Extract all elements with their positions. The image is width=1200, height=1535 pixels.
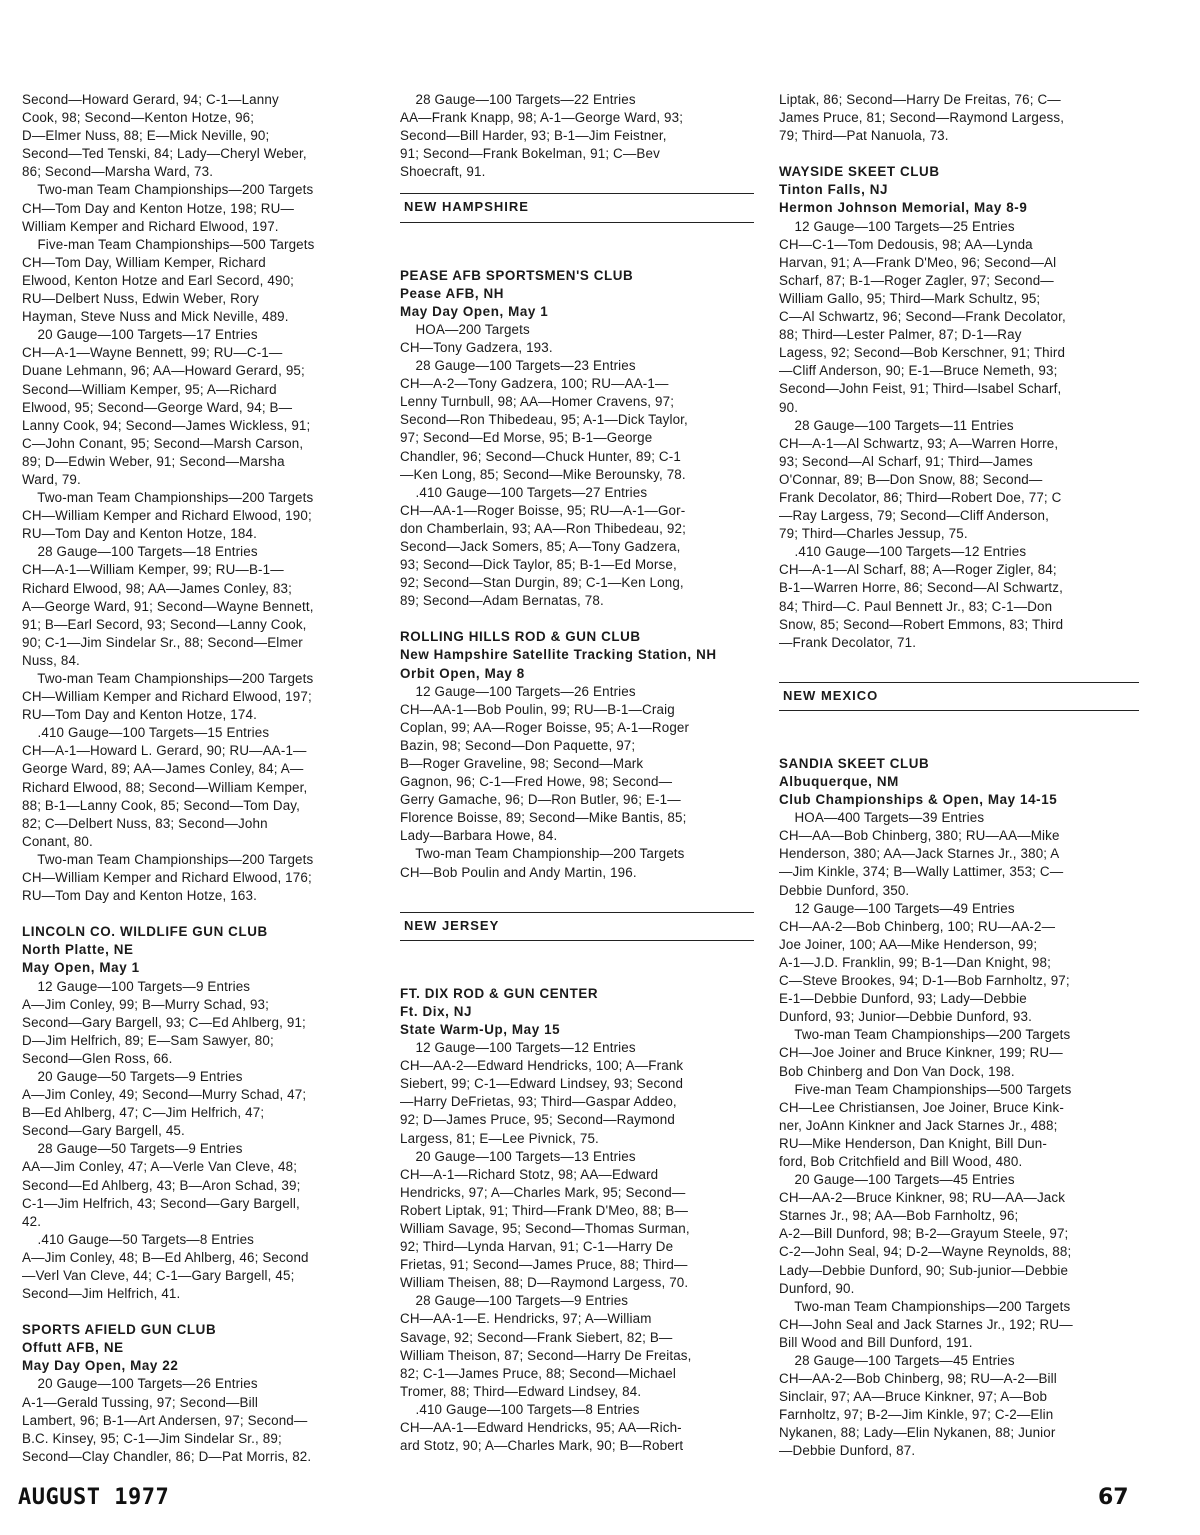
text-line: RU—Tom Day and Kenton Hotze, 184. [22, 526, 257, 542]
text-line: C-2—John Seal, 94; D-2—Wayne Reynolds, 88; [779, 1244, 1072, 1260]
text-line: Savage, 92; Second—Frank Siebert, 82; B— [400, 1329, 673, 1345]
text-line: Harvan, 91; A—Frank D'Meo, 96; Second—Al [779, 254, 1057, 270]
results-paragraph [400, 321, 754, 357]
text-line: NEW JERSEY [404, 917, 500, 933]
text-line: Gerry Gamache, 96; D—Ron Butler, 96; E-1— [400, 792, 681, 808]
text-line: Nykanen, 88; Lady—Elin Nykanen, 88; Junior [779, 1425, 1056, 1441]
text-line: New Hampshire Satellite Tracking Station, NH [400, 647, 717, 663]
text-line: CH—AA-1—Bob Poulin, 99; RU—B-1—Craig [400, 701, 675, 717]
text-line: D—Elmer Nuss, 88; E—Mick Neville, 90; [22, 128, 270, 144]
text-line: 91; Second—Frank Bokelman, 91; C—Bev [400, 146, 660, 162]
text-line: —Ray Largess, 79; Second—Cliff Anderson, [779, 508, 1049, 524]
club-heading [400, 267, 754, 321]
text-line: —Ken Long, 85; Second—Mike Berounsky, 78. [400, 466, 686, 482]
text-line: C—Steve Brookes, 94; D-1—Bob Farnholtz, 97; [779, 973, 1070, 989]
text-line: Joe Joiner, 100; AA—Mike Henderson, 99; [779, 936, 1038, 952]
text-line: Two-man Team Championships—200 Targets [779, 1298, 1071, 1314]
spacer [400, 610, 754, 628]
text-line: 88; B-1—Lanny Cook, 85; Second—Tom Day, [22, 797, 301, 813]
club-heading [779, 163, 1139, 217]
text-line: Farnholtz, 97; B-2—Jim Kinkle, 97; C-2—Elin [779, 1407, 1054, 1423]
text-line: —Cliff Anderson, 90; E-1—Bruce Nemeth, 93; [779, 363, 1058, 379]
text-line: Tinton Falls, NJ [779, 182, 889, 198]
text-line: 12 Gauge—100 Targets—25 Entries [779, 218, 1015, 234]
text-line: CH—AA-2—Bob Chinberg, 98; RU—A-2—Bill [779, 1371, 1057, 1387]
text-line: LINCOLN CO. WILDLIFE GUN CLUB [22, 924, 268, 940]
text-line: A—George Ward, 91; Second—Wayne Bennett, [22, 598, 314, 614]
text-line: FT. DIX ROD & GUN CENTER [400, 985, 599, 1001]
text-line: 28 Gauge—50 Targets—9 Entries [22, 1141, 243, 1157]
results-paragraph [779, 417, 1139, 544]
results-paragraph [779, 900, 1139, 1027]
text-line: Elwood, 95; Second—George Ward, 94; B— [22, 399, 293, 415]
club-heading [22, 1321, 380, 1375]
text-line: A—Jim Conley, 49; Second—Murry Schad, 47; [22, 1087, 307, 1103]
spacer [400, 967, 754, 985]
text-line: Lady—Debbie Dunford, 90; Sub-junior—Debbie [779, 1262, 1069, 1278]
column-middle [400, 91, 754, 1455]
results-paragraph [22, 670, 380, 724]
text-line: CH—AA-2—Bruce Kinkner, 98; RU—AA—Jack [779, 1190, 1066, 1206]
text-line: Second—Glen Ross, 66. [22, 1050, 173, 1066]
text-line: Bob Chinberg and Don Van Dock, 198. [779, 1063, 1015, 1079]
results-paragraph [22, 1375, 380, 1465]
results-paragraph [400, 1401, 754, 1455]
results-paragraph [779, 218, 1139, 417]
text-line: SANDIA SKEET CLUB [779, 755, 930, 771]
text-line: NEW MEXICO [783, 687, 879, 703]
results-paragraph [779, 809, 1139, 899]
text-line: CH—William Kemper and Richard Elwood, 176; [22, 870, 312, 886]
text-line: —Jim Kinkle, 374; B—Wally Lattimer, 353; C— [779, 864, 1064, 880]
text-line: CH—A-1—Al Scharf, 88; A—Roger Zigler, 84; [779, 562, 1057, 578]
results-paragraph [22, 181, 380, 235]
text-line: .410 Gauge—100 Targets—12 Entries [779, 544, 1027, 560]
text-line: Conant, 80. [22, 833, 93, 849]
text-line: CH—William Kemper and Richard Elwood, 197; [22, 689, 312, 705]
text-line: State Warm-Up, May 15 [400, 1021, 561, 1037]
text-line: Orbit Open, May 8 [400, 665, 525, 681]
text-line: HOA—400 Targets—39 Entries [779, 810, 985, 826]
state-heading [779, 682, 1139, 711]
text-line: Second—John Feist, 91; Third—Isabel Scharf, [779, 381, 1062, 397]
text-line: Second—William Kemper, 95; A—Richard [22, 381, 277, 397]
text-line: 91; B—Earl Secord, 93; Second—Lanny Cook, [22, 616, 307, 632]
results-paragraph [22, 236, 380, 326]
text-line: James Pruce, 81; Second—Raymond Largess, [779, 110, 1065, 126]
text-line: 20 Gauge—100 Targets—45 Entries [779, 1172, 1015, 1188]
text-line: Lambert, 96; B-1—Art Andersen, 97; Second— [22, 1412, 308, 1428]
club-heading [400, 628, 754, 682]
text-line: 28 Gauge—100 Targets—23 Entries [400, 358, 636, 374]
text-line: 12 Gauge—100 Targets—49 Entries [779, 900, 1015, 916]
text-line: 82; C-1—James Pruce, 88; Second—Michael [400, 1365, 677, 1381]
text-line: Ft. Dix, NJ [400, 1003, 473, 1019]
text-line: Florence Boisse, 89; Second—Mike Bantis, 85; [400, 810, 687, 826]
column-right [779, 91, 1139, 1461]
text-line: 42. [22, 1213, 42, 1229]
text-line: Second—Ron Thibedeau, 95; A-1—Dick Taylor, [400, 412, 688, 428]
spacer [779, 737, 1139, 755]
results-paragraph [22, 1231, 380, 1303]
text-line: C—John Conant, 95; Second—Marsh Carson, [22, 435, 304, 451]
text-line: .410 Gauge—100 Targets—8 Entries [400, 1401, 640, 1417]
text-line: Richard Elwood, 98; AA—James Conley, 83; [22, 580, 292, 596]
spacer [779, 145, 1139, 163]
text-line: Liptak, 86; Second—Harry De Freitas, 76; C— [779, 92, 1061, 107]
results-paragraph [400, 683, 754, 846]
issue-date: AUGUST 1977 [18, 1485, 170, 1510]
spacer [400, 882, 754, 900]
text-line: O'Connar, 89; B—Don Snow, 88; Second— [779, 471, 1043, 487]
results-paragraph [779, 1081, 1139, 1171]
text-line: don Chamberlain, 93; AA—Ron Thibedeau, 92; [400, 520, 686, 536]
text-line: Five-man Team Championships—500 Targets [22, 236, 315, 252]
text-line: Frietas, 91; Second—James Pruce, 88; Third— [400, 1257, 688, 1273]
text-line: Henderson, 380; AA—Jack Starnes Jr., 380; A [779, 846, 1060, 862]
text-line: 28 Gauge—100 Targets—22 Entries [400, 92, 636, 107]
text-line: CH—Tom Day and Kenton Hotze, 198; RU— [22, 200, 294, 216]
text-line: 20 Gauge—50 Targets—9 Entries [22, 1068, 243, 1084]
results-paragraph [779, 1298, 1139, 1352]
text-line: Lenny Turnbull, 98; AA—Homer Cravens, 97; [400, 394, 675, 410]
text-line: 97; Second—Ed Morse, 95; B-1—George [400, 430, 653, 446]
column-left [22, 91, 380, 1466]
text-line: CH—AA-2—Edward Hendricks, 100; A—Frank [400, 1058, 684, 1074]
text-line: Hendricks, 97; A—Charles Mark, 95; Second— [400, 1184, 686, 1200]
text-line: D—Jim Helfrich, 89; E—Sam Sawyer, 80; [22, 1032, 274, 1048]
text-line: Siebert, 99; C-1—Edward Lindsey, 93; Second [400, 1076, 684, 1092]
results-paragraph [779, 1171, 1139, 1298]
text-line: Lanny Cook, 94; Second—James Wickless, 91; [22, 417, 311, 433]
text-line: Starnes Jr., 98; AA—Bob Farnholtz, 96; [779, 1208, 1019, 1224]
text-line: 89; Second—Adam Bernatas, 78. [400, 593, 604, 609]
text-line: North Platte, NE [22, 942, 134, 958]
text-line: 79; Third—Charles Jessup, 75. [779, 526, 968, 542]
text-line: ROLLING HILLS ROD & GUN CLUB [400, 629, 641, 645]
text-line: .410 Gauge—50 Targets—8 Entries [22, 1231, 255, 1247]
text-line: Hayman, Steve Nuss and Mick Neville, 489. [22, 309, 289, 325]
club-heading [22, 923, 380, 977]
text-line: 20 Gauge—100 Targets—13 Entries [400, 1148, 636, 1164]
text-line: CH—Tony Gadzera, 193. [400, 339, 553, 355]
results-paragraph [22, 724, 380, 851]
text-line: CH—A-1—Richard Stotz, 98; AA—Edward [400, 1166, 659, 1182]
text-line: CH—Bob Poulin and Andy Martin, 196. [400, 864, 637, 880]
text-line: 28 Gauge—100 Targets—18 Entries [22, 544, 258, 560]
results-paragraph [400, 1148, 754, 1293]
text-line: William Theison, 87; Second—Harry De Freitas, [400, 1347, 692, 1363]
text-line: Elwood, Kenton Hotze and Earl Secord, 490; [22, 272, 295, 288]
text-line: B-1—Warren Horre, 86; Second—Al Schwartz, [779, 580, 1063, 596]
text-line: 89; D—Edwin Weber, 91; Second—Marsha [22, 453, 285, 469]
spacer [400, 249, 754, 267]
text-line: Largess, 81; E—Lee Pivnick, 75. [400, 1130, 599, 1146]
text-line: Offutt AFB, NE [22, 1340, 124, 1356]
text-line: CH—A-1—Al Schwartz, 93; A—Warren Horre, [779, 435, 1059, 451]
text-line: CH—AA-1—E. Hendricks, 97; A—William [400, 1311, 652, 1327]
text-line: Second—Gary Bargell, 93; C—Ed Ahlberg, 91; [22, 1014, 306, 1030]
text-line: William Gallo, 95; Third—Mark Schultz, 95; [779, 290, 1041, 306]
text-line: —Frank Decolator, 71. [779, 634, 917, 650]
results-paragraph [22, 489, 380, 543]
text-line: Robert Liptak, 91; Third—Frank D'Meo, 88; B— [400, 1202, 688, 1218]
text-line: CH—William Kemper and Richard Elwood, 190; [22, 508, 312, 524]
text-line: —Verl Van Cleve, 44; C-1—Gary Bargell, 45; [22, 1268, 295, 1283]
text-line: 20 Gauge—100 Targets—17 Entries [22, 327, 258, 343]
text-line: CH—A-1—Howard L. Gerard, 90; RU—AA-1— [22, 743, 307, 759]
text-line: Lagess, 92; Second—Bob Kerschner, 91; Third [779, 345, 1066, 361]
text-line: RU—Tom Day and Kenton Hotze, 174. [22, 707, 257, 723]
text-line: 84; Third—C. Paul Bennett Jr., 83; C-1—Don [779, 598, 1053, 614]
text-line: William Kemper and Richard Elwood, 197. [22, 218, 279, 234]
text-line: Shoecraft, 91. [400, 164, 486, 180]
state-heading [400, 193, 754, 222]
text-line: 92; D—James Pruce, 95; Second—Raymond [400, 1112, 675, 1128]
text-line: HOA—200 Targets [400, 321, 530, 337]
text-line: Two-man Team Championships—200 Targets [22, 851, 314, 867]
results-paragraph [22, 1140, 380, 1230]
text-line: Scharf, 87; B-1—Roger Zagler, 97; Second— [779, 272, 1054, 288]
text-line: 20 Gauge—100 Targets—26 Entries [22, 1376, 258, 1392]
text-line: WAYSIDE SKEET CLUB [779, 164, 940, 180]
text-line: Debbie Dunford, 350. [779, 882, 910, 898]
text-line: Snow, 85; Second—Robert Emmons, 83; Third [779, 616, 1064, 632]
club-heading [779, 755, 1139, 809]
text-line: CH—C-1—Tom Dedousis, 98; AA—Lynda [779, 236, 1033, 252]
text-line: A-2—Bill Dunford, 98; B-2—Grayum Steele, 97; [779, 1226, 1069, 1242]
text-line: 90. [779, 399, 799, 415]
text-line: Two-man Team Championships—200 Targets [22, 490, 314, 506]
text-line: 12 Gauge—100 Targets—26 Entries [400, 683, 636, 699]
text-line: C-1—Jim Helfrich, 43; Second—Gary Bargell, [22, 1195, 300, 1211]
text-line: CH—A-1—Wayne Bennett, 99; RU—C-1— [22, 345, 283, 361]
text-line: ard Stotz, 90; A—Charles Mark, 90; B—Robert [400, 1438, 684, 1454]
text-line: CH—AA-1—Edward Hendricks, 95; AA—Rich- [400, 1420, 682, 1435]
text-line: —Debbie Dunford, 87. [779, 1443, 916, 1459]
text-line: RU—Tom Day and Kenton Hotze, 163. [22, 888, 257, 904]
text-line: Two-man Team Championships—200 Targets [22, 182, 314, 198]
text-line: B.C. Kinsey, 95; C-1—Jim Sindelar Sr., 89; [22, 1430, 282, 1446]
text-line: Second—Jim Helfrich, 41. [22, 1286, 181, 1302]
text-line: Five-man Team Championships—500 Targets [779, 1081, 1072, 1097]
text-line: CH—AA-1—Roger Boisse, 95; RU—A-1—Gor- [400, 502, 686, 518]
results-paragraph [779, 91, 1139, 145]
club-heading [400, 985, 754, 1039]
results-paragraph [400, 1039, 754, 1148]
results-paragraph [22, 543, 380, 670]
text-line: 12 Gauge—100 Targets—12 Entries [400, 1040, 636, 1056]
text-line: 79; Third—Pat Nanuola, 73. [779, 128, 949, 144]
text-line: Tromer, 88; Third—Edward Lindsey, 84. [400, 1383, 642, 1399]
text-line: May Day Open, May 1 [400, 303, 549, 319]
text-line: Gagnon, 96; C-1—Fred Howe, 98; Second— [400, 774, 673, 790]
text-line: Dunford, 93; Junior—Debbie Dunford, 93. [779, 1009, 1032, 1025]
spacer [22, 905, 380, 923]
text-line: Bill Wood and Bill Dunford, 191. [779, 1334, 973, 1350]
spacer [22, 1303, 380, 1321]
text-line: May Open, May 1 [22, 960, 140, 976]
text-line: Second—Clay Chandler, 86; D—Pat Morris, 82. [22, 1448, 312, 1464]
text-line: PEASE AFB SPORTSMEN'S CLUB [400, 267, 634, 283]
text-line: Second—Gary Bargell, 45. [22, 1123, 185, 1139]
text-line: William Theisen, 88; D—Raymond Largess, 70. [400, 1275, 689, 1291]
text-line: Two-man Team Championships—200 Targets [779, 1027, 1071, 1043]
results-paragraph [779, 1026, 1139, 1080]
text-line: Bazin, 98; Second—Don Paquette, 97; [400, 737, 636, 753]
results-paragraph [400, 484, 754, 611]
text-line: CH—AA—Bob Chinberg, 380; RU—AA—Mike [779, 828, 1060, 844]
spacer [779, 652, 1139, 670]
text-line: Frank Decolator, 86; Third—Robert Doe, 77; C [779, 489, 1062, 505]
text-line: Second—Jack Somers, 85; A—Tony Gadzera, [400, 538, 681, 554]
text-line: William Savage, 95; Second—Thomas Surman, [400, 1220, 690, 1236]
text-line: CH—Tom Day, William Kemper, Richard [22, 254, 266, 270]
text-line: 28 Gauge—100 Targets—11 Entries [779, 417, 1014, 433]
text-line: A—Jim Conley, 99; B—Murry Schad, 93; [22, 996, 270, 1012]
text-line: Sinclair, 97; AA—Bruce Kinkner, 97; A—Bob [779, 1389, 1048, 1405]
text-line: Second—Howard Gerard, 94; C-1—Lanny [22, 92, 279, 107]
text-line: 28 Gauge—100 Targets—45 Entries [779, 1353, 1015, 1368]
text-line: RU—Delbert Nuss, Edwin Weber, Rory [22, 291, 260, 307]
text-line: E-1—Debbie Dunford, 93; Lady—Debbie [779, 991, 1027, 1007]
results-paragraph [22, 978, 380, 1068]
text-line: Dunford, 90. [779, 1280, 855, 1296]
text-line: A-1—Gerald Tussing, 97; Second—Bill [22, 1394, 258, 1410]
results-paragraph [22, 1068, 380, 1140]
results-paragraph [779, 1352, 1139, 1461]
text-line: ford, Bob Critchfield and Bill Wood, 480. [779, 1153, 1023, 1169]
text-line: A-1—J.D. Franklin, 99; B-1—Dan Knight, 98; [779, 954, 1051, 970]
text-line: CH—A-2—Tony Gadzera, 100; RU—AA-1— [400, 376, 669, 392]
text-line: CH—John Seal and Jack Starnes Jr., 192; RU— [779, 1316, 1073, 1332]
results-paragraph [400, 357, 754, 484]
text-line: .410 Gauge—100 Targets—15 Entries [22, 725, 270, 741]
text-line: —Harry DeFrietas, 93; Third—Gaspar Addeo, [400, 1094, 677, 1110]
text-line: ner, JoAnn Kinkner and Jack Starnes Jr., 488; [779, 1117, 1058, 1133]
text-line: 90; C-1—Jim Sindelar Sr., 88; Second—Elmer [22, 634, 303, 650]
text-line: 93; Second—Al Scharf, 91; Third—James [779, 453, 1033, 469]
text-line: Two-man Team Championships—200 Targets [22, 671, 314, 686]
results-paragraph [400, 1292, 754, 1401]
text-line: Second—Ted Tenski, 84; Lady—Cheryl Weber, [22, 146, 307, 162]
text-line: Pease AFB, NH [400, 285, 505, 301]
text-line: Duane Lehmann, 96; AA—Howard Gerard, 95; [22, 363, 305, 379]
results-paragraph [22, 326, 380, 489]
text-line: AA—Frank Knapp, 98; A-1—George Ward, 93; [400, 110, 684, 126]
text-line: 82; C—Delbert Nuss, 83; Second—John [22, 815, 268, 831]
text-line: CH—A-1—William Kemper, 99; RU—B-1— [22, 562, 284, 578]
text-line: Club Championships & Open, May 14-15 [779, 792, 1058, 808]
text-line: 92; Third—Lynda Harvan, 91; C-1—Harry De [400, 1239, 674, 1255]
results-paragraph [22, 851, 380, 905]
text-line: A—Jim Conley, 48; B—Ed Ahlberg, 46; Second [22, 1249, 309, 1265]
text-line: SPORTS AFIELD GUN CLUB [22, 1322, 217, 1338]
results-paragraph [400, 91, 754, 181]
text-line: B—Roger Graveline, 98; Second—Mark [400, 756, 644, 771]
text-line: B—Ed Ahlberg, 47; C—Jim Helfrich, 47; [22, 1105, 265, 1121]
text-line: Hermon Johnson Memorial, May 8-9 [779, 200, 1028, 216]
text-line: .410 Gauge—100 Targets—27 Entries [400, 484, 648, 500]
text-line: Richard Elwood, 88; Second—William Kemper, [22, 779, 308, 795]
results-paragraph [400, 845, 754, 881]
text-line: Albuquerque, NM [779, 774, 899, 789]
text-line: Cook, 98; Second—Kenton Hotze, 96; [22, 110, 255, 126]
text-line: 12 Gauge—100 Targets—9 Entries [22, 978, 251, 994]
text-line: Lady—Barbara Howe, 84. [400, 828, 558, 844]
text-line: Chandler, 96; Second—Chuck Hunter, 89; C-1 [400, 448, 681, 464]
text-line: 86; Second—Marsha Ward, 73. [22, 164, 214, 180]
text-line: George Ward, 89; AA—James Conley, 84; A— [22, 761, 304, 777]
text-line: CH—Joe Joiner and Bruce Kinkner, 199; RU— [779, 1045, 1063, 1061]
text-line: CH—Lee Christiansen, Joe Joiner, Bruce Kink- [779, 1099, 1064, 1115]
results-paragraph [779, 543, 1139, 652]
text-line: 92; Second—Stan Durgin, 89; C-1—Ken Long, [400, 575, 684, 591]
text-line: Two-man Team Championship—200 Targets [400, 846, 685, 862]
page-number: 67 [1098, 1485, 1129, 1510]
text-line: C—Al Schwartz, 96; Second—Frank Decolator, [779, 309, 1066, 325]
text-line: Ward, 79. [22, 471, 81, 487]
text-line: 28 Gauge—100 Targets—9 Entries [400, 1293, 629, 1309]
text-line: May Day Open, May 22 [22, 1358, 179, 1374]
text-line: Coplan, 99; AA—Roger Boisse, 95; A-1—Roger [400, 719, 690, 735]
state-heading [400, 912, 754, 941]
text-line: 93; Second—Dick Taylor, 85; B-1—Ed Morse, [400, 557, 677, 573]
text-line: Nuss, 84. [22, 652, 80, 668]
text-line: AA—Jim Conley, 47; A—Verle Van Cleve, 48; [22, 1159, 298, 1175]
text-line: RU—Mike Henderson, Dan Knight, Bill Dun- [779, 1135, 1047, 1151]
text-line: Second—Ed Ahlberg, 43; B—Aron Schad, 39; [22, 1177, 301, 1193]
text-line: 88; Third—Lester Palmer, 87; D-1—Ray [779, 327, 1022, 343]
text-line: Second—Bill Harder, 93; B-1—Jim Feistner, [400, 128, 667, 144]
text-line: CH—AA-2—Bob Chinberg, 100; RU—AA-2— [779, 918, 1056, 934]
results-paragraph [22, 91, 380, 181]
text-line: NEW HAMPSHIRE [404, 199, 529, 215]
